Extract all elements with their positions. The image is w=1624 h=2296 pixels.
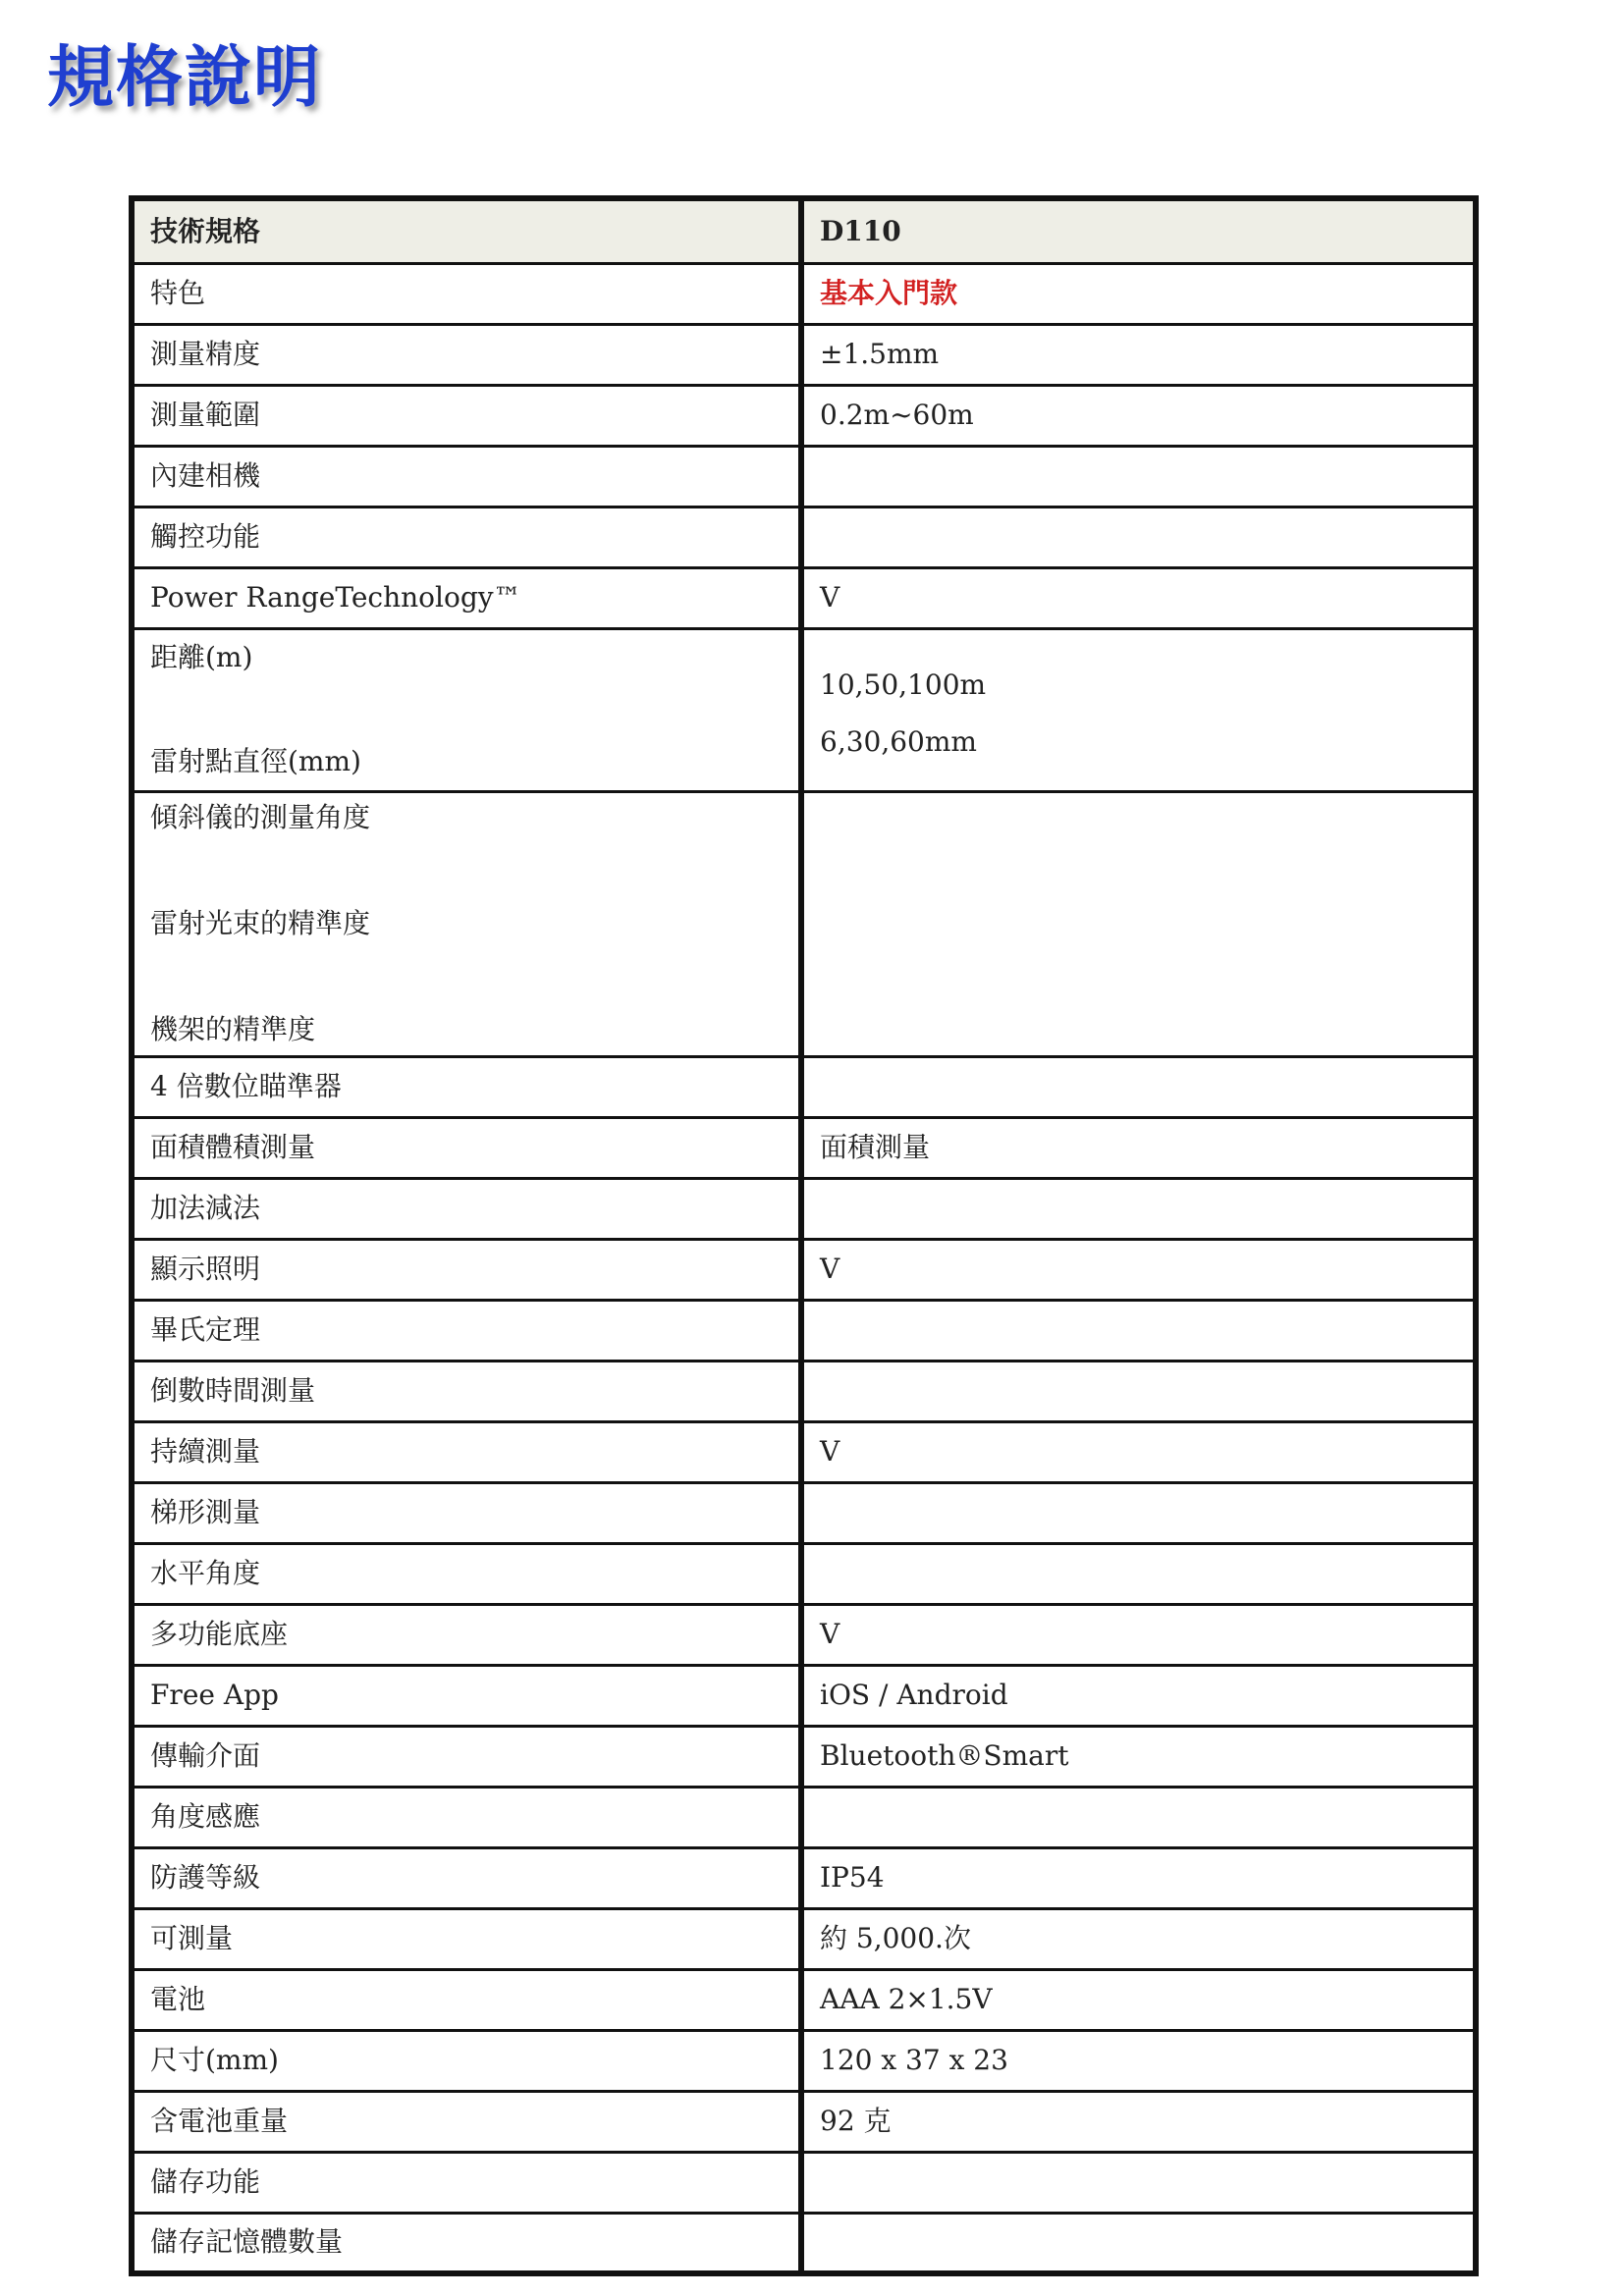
table-row: [132, 1239, 1476, 1300]
row-label: 觸控功能: [132, 507, 801, 567]
table-row: [132, 1726, 1476, 1787]
row-label-group: [132, 628, 801, 791]
row-label: 測量範圍: [132, 385, 801, 446]
table-row: [132, 567, 1476, 628]
table-row: [132, 2152, 1476, 2213]
row-label: 畢氏定理: [132, 1300, 801, 1361]
row-label: 顯示照明: [132, 1239, 801, 1300]
row-value: [801, 1787, 1476, 1847]
table-row-distance: [132, 628, 1476, 791]
table-row: [132, 446, 1476, 507]
row-value-distance: 10,50,100m: [820, 668, 987, 701]
table-row: [132, 1056, 1476, 1117]
row-label: 面積體積測量: [132, 1117, 801, 1178]
row-label: 4 倍數位瞄準器: [132, 1056, 801, 1117]
table-row: [132, 1300, 1476, 1361]
row-value: [801, 2213, 1476, 2273]
table-header-row: [132, 198, 1476, 263]
row-label: 儲存功能: [132, 2152, 801, 2213]
row-value: [801, 1482, 1476, 1543]
row-value: 92 克: [801, 2091, 1476, 2152]
row-value: [801, 1543, 1476, 1604]
table-row: [132, 1361, 1476, 1421]
row-label-distance: 距離(m): [150, 641, 253, 673]
row-label: 儲存記憶體數量: [132, 2213, 801, 2273]
table-row: [132, 1908, 1476, 1969]
table-row: [132, 263, 1476, 324]
row-value: IP54: [801, 1847, 1476, 1908]
row-value-spot-diameter: 6,30,60mm: [820, 725, 977, 758]
row-label: Free App: [132, 1665, 801, 1726]
row-value: V: [801, 1239, 1476, 1300]
row-value: [801, 2152, 1476, 2213]
row-label: 含電池重量: [132, 2091, 801, 2152]
page-title: 規格說明: [47, 39, 323, 117]
row-label: 多功能底座: [132, 1604, 801, 1665]
row-label-tilt-angle: 傾斜儀的測量角度: [150, 801, 371, 833]
table-row: [132, 1178, 1476, 1239]
row-value: V: [801, 1421, 1476, 1482]
row-value: iOS / Android: [801, 1665, 1476, 1726]
row-label: 傳輸介面: [132, 1726, 801, 1787]
table-row: [132, 1117, 1476, 1178]
row-label: 水平角度: [132, 1543, 801, 1604]
table-row: [132, 2091, 1476, 2152]
row-value-feature: 基本入門款: [801, 263, 1476, 324]
row-value: [801, 1300, 1476, 1361]
row-label: 加法減法: [132, 1178, 801, 1239]
row-label: 尺寸(mm): [132, 2030, 801, 2091]
row-value: 約 5,000.次: [801, 1908, 1476, 1969]
table-row: [132, 2030, 1476, 2091]
row-value: 面積測量: [801, 1117, 1476, 1178]
row-label: Power RangeTechnology™: [132, 567, 801, 628]
row-value: [801, 507, 1476, 567]
header-model: D110: [801, 198, 1476, 263]
table-row: [132, 1787, 1476, 1847]
row-value: [801, 1178, 1476, 1239]
header-label: 技術規格: [132, 198, 801, 263]
table-row: [132, 2213, 1476, 2273]
table-row: [132, 1482, 1476, 1543]
row-label: 梯形測量: [132, 1482, 801, 1543]
row-value: [801, 1056, 1476, 1117]
table-row: [132, 1969, 1476, 2030]
row-label: 角度感應: [132, 1787, 801, 1847]
row-label-beam-accuracy: 雷射光束的精準度: [150, 907, 371, 939]
table-row: [132, 1604, 1476, 1665]
row-value: [801, 1361, 1476, 1421]
table-row: [132, 385, 1476, 446]
table-row: [132, 1543, 1476, 1604]
row-value: ±1.5mm: [801, 324, 1476, 385]
row-label: 持續測量: [132, 1421, 801, 1482]
table-row: [132, 507, 1476, 567]
row-label: 電池: [132, 1969, 801, 2030]
table-row: [132, 1421, 1476, 1482]
row-value: V: [801, 1604, 1476, 1665]
row-value: 120 x 37 x 23: [801, 2030, 1476, 2091]
table-row-tilt: [132, 791, 1476, 1056]
row-label: 防護等級: [132, 1847, 801, 1908]
row-label: 可測量: [132, 1908, 801, 1969]
row-value: [801, 791, 1476, 1056]
table-row: [132, 324, 1476, 385]
row-value: V: [801, 567, 1476, 628]
row-value: Bluetooth®Smart: [801, 1726, 1476, 1787]
row-label: 內建相機: [132, 446, 801, 507]
row-label: 倒數時間測量: [132, 1361, 801, 1421]
row-label: 測量精度: [132, 324, 801, 385]
row-label-group: [132, 791, 801, 1056]
row-value-group: [801, 628, 1476, 791]
spec-table: [129, 195, 1479, 2276]
table-row: [132, 1665, 1476, 1726]
row-label-spot-diameter: 雷射點直徑(mm): [150, 745, 361, 777]
row-value: [801, 446, 1476, 507]
table-row: [132, 1847, 1476, 1908]
row-label-feature: 特色: [132, 263, 801, 324]
row-value: AAA 2×1.5V: [801, 1969, 1476, 2030]
row-label-housing-accuracy: 機架的精準度: [150, 1013, 316, 1045]
row-value: 0.2m~60m: [801, 385, 1476, 446]
